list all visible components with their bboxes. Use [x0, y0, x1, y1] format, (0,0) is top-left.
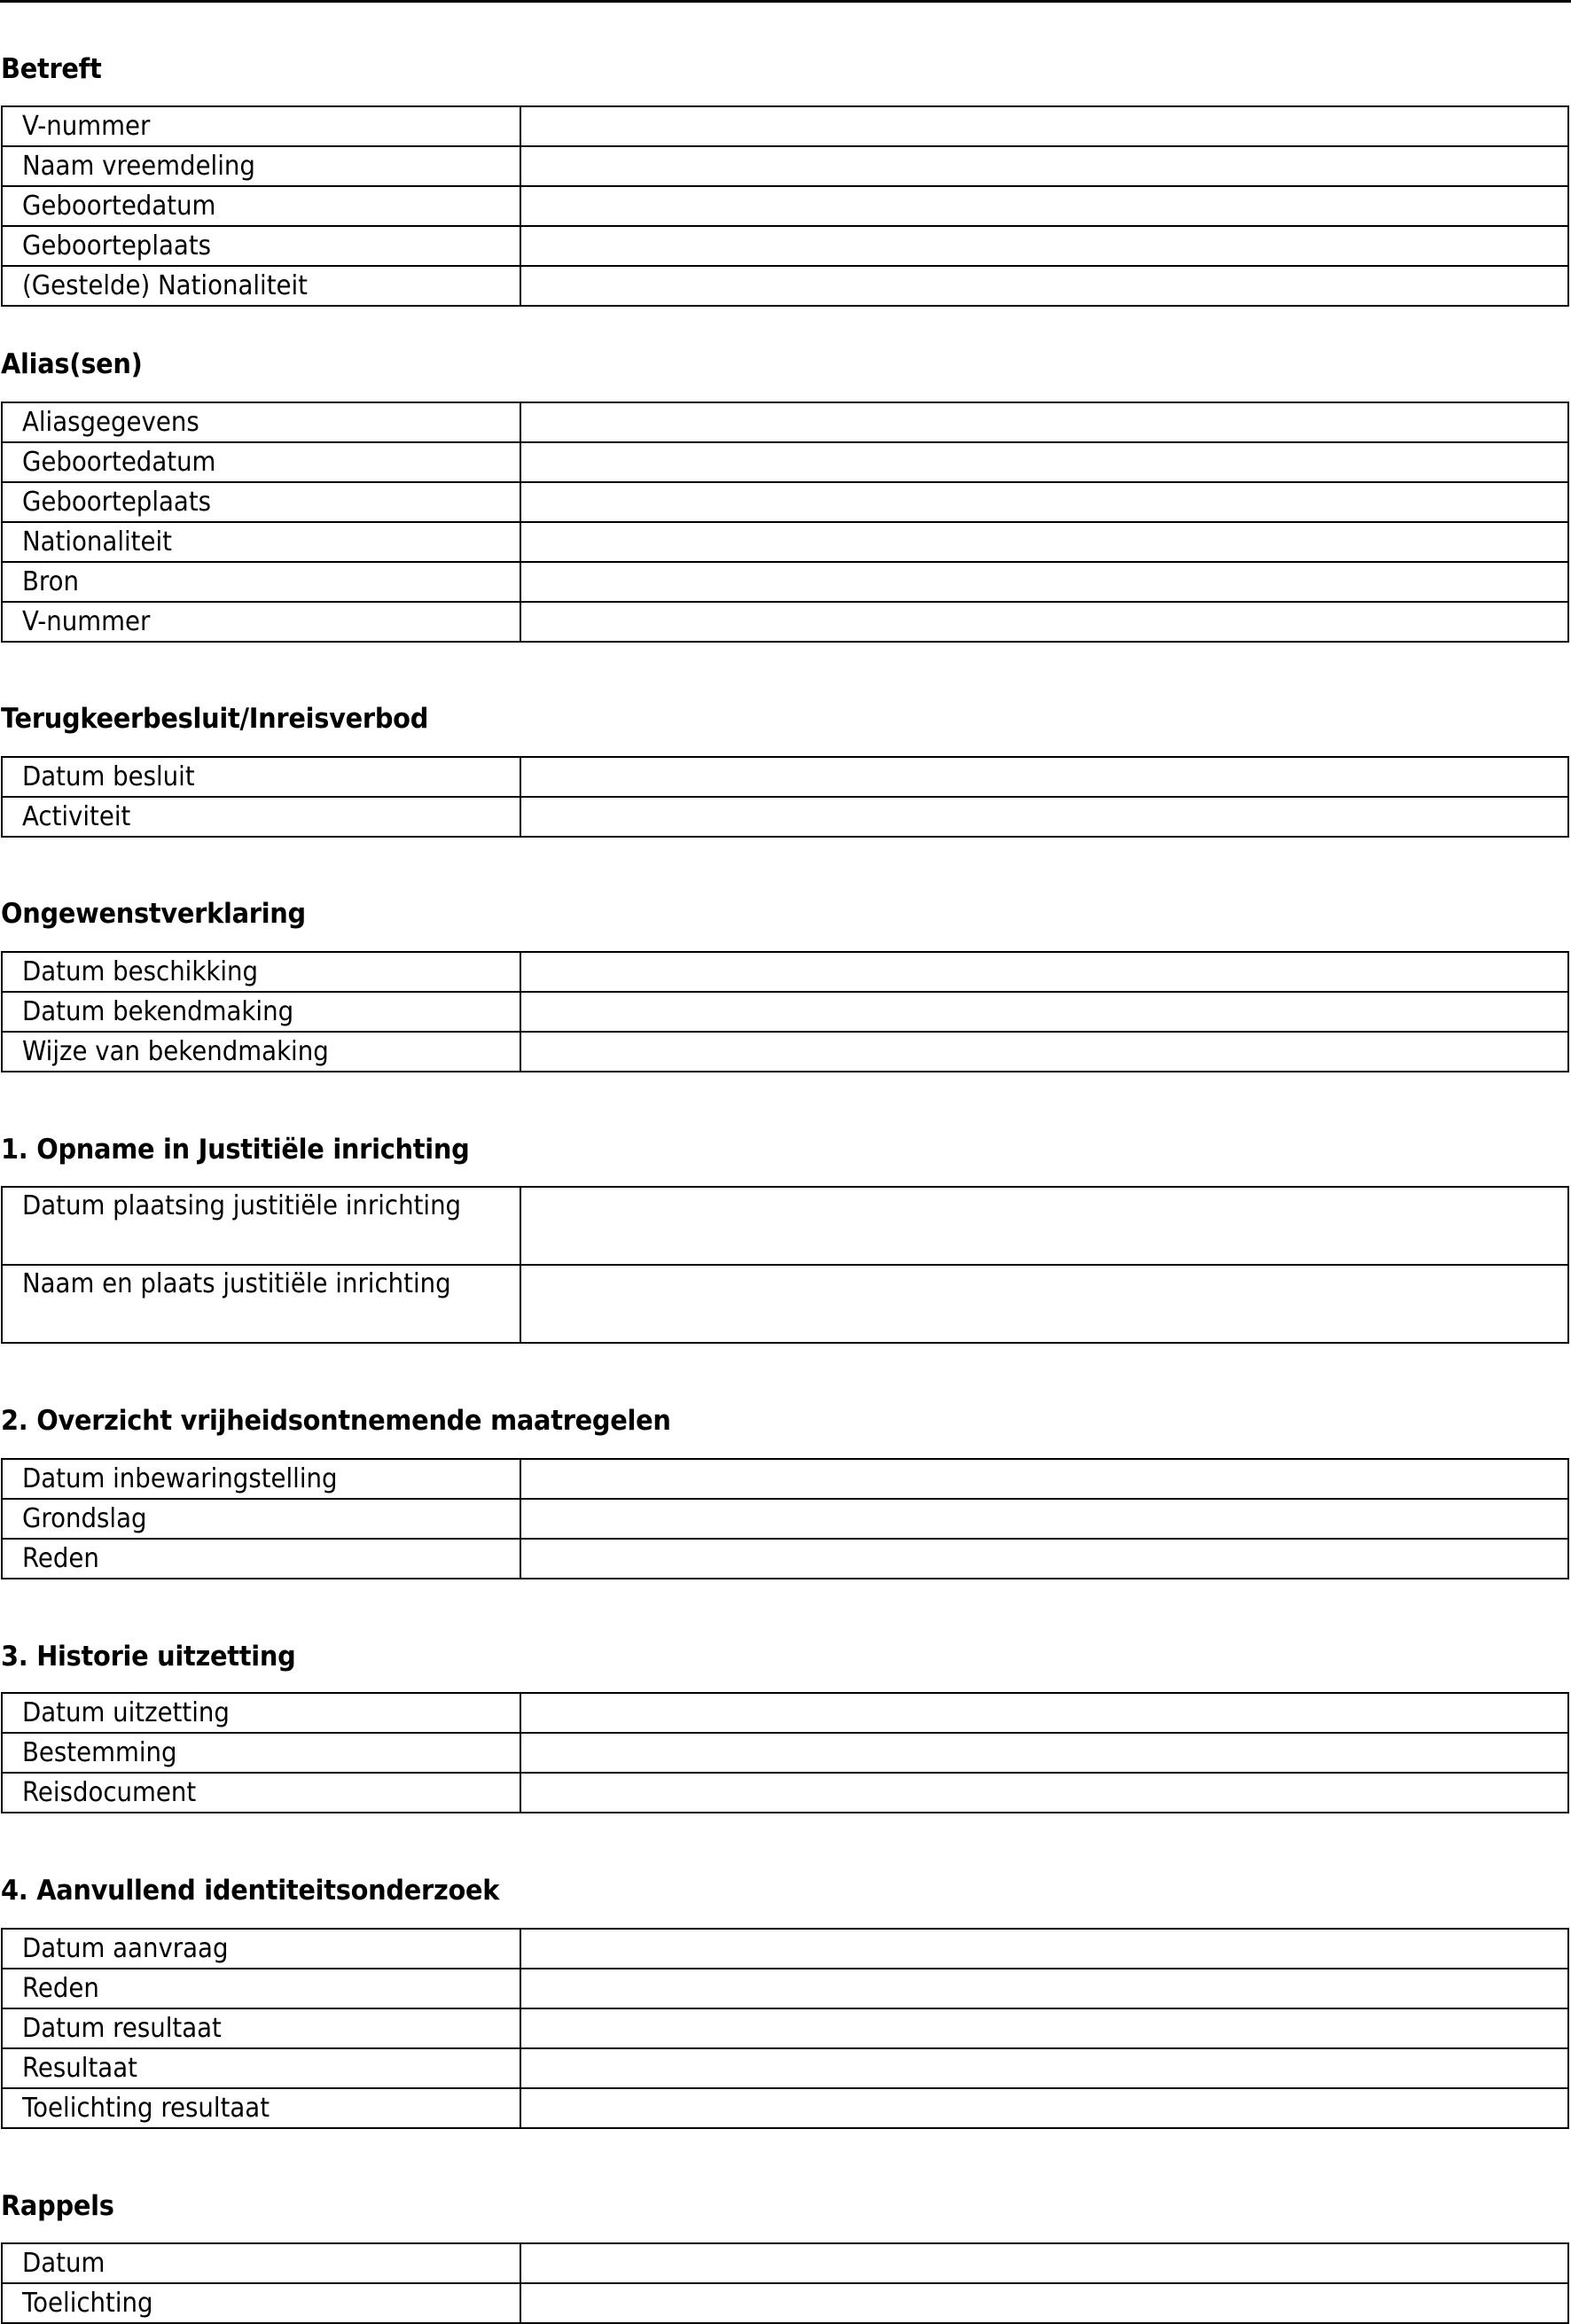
section-heading-betreft: Betreft: [1, 53, 102, 85]
field-label: Geboortedatum: [22, 447, 216, 478]
field-label: Datum aanvraag: [22, 1933, 229, 1964]
field-label-cell: [2, 1499, 520, 1539]
field-value-cell[interactable]: [520, 522, 1568, 562]
field-label: Toelichting: [22, 2288, 153, 2319]
field-label: Naam en plaats justitiële inrichting: [22, 1268, 451, 1299]
field-label-cell: [2, 1539, 520, 1579]
field-label-cell: [2, 2048, 520, 2088]
field-label: Datum: [22, 2248, 106, 2279]
field-value-cell[interactable]: [520, 2243, 1568, 2283]
field-value-cell[interactable]: [520, 2283, 1568, 2323]
field-value-cell[interactable]: [520, 992, 1568, 1032]
table-row: [2, 1929, 1568, 1969]
form-table-alias-sen: [1, 402, 1569, 643]
field-value-cell[interactable]: [520, 442, 1568, 482]
table-row: [2, 1693, 1568, 1733]
field-label: V-nummer: [22, 606, 151, 637]
field-value-cell[interactable]: [520, 797, 1568, 837]
field-label-cell: [2, 482, 520, 522]
field-label-cell: [2, 1773, 520, 1813]
field-label: Wijze van bekendmaking: [22, 1036, 329, 1067]
field-value-cell[interactable]: [520, 1459, 1568, 1499]
table-row: [2, 797, 1568, 837]
table-row: [2, 2048, 1568, 2088]
field-label-cell: [2, 2008, 520, 2048]
field-label: Datum uitzetting: [22, 1697, 230, 1728]
table-row: [2, 402, 1568, 442]
form-table-3-historie-uitzetting: [1, 1692, 1569, 1813]
field-label: Nationaliteit: [22, 526, 172, 558]
field-value-cell[interactable]: [520, 1032, 1568, 1072]
field-label-cell: [2, 522, 520, 562]
table-row: [2, 1187, 1568, 1265]
field-label-cell: [2, 402, 520, 442]
table-row: [2, 952, 1568, 992]
field-value-cell[interactable]: [520, 402, 1568, 442]
field-value-cell[interactable]: [520, 1733, 1568, 1773]
field-label: (Gestelde) Nationaliteit: [22, 270, 308, 301]
field-label: Datum bekendmaking: [22, 996, 294, 1027]
table-row: [2, 1733, 1568, 1773]
field-label-cell: [2, 602, 520, 642]
table-row: [2, 757, 1568, 797]
field-value-cell[interactable]: [520, 1499, 1568, 1539]
field-value-cell[interactable]: [520, 1693, 1568, 1733]
field-label-cell: [2, 952, 520, 992]
field-value-cell[interactable]: [520, 952, 1568, 992]
table-row: [2, 2243, 1568, 2283]
field-label-cell: [2, 226, 520, 266]
form-table-1-opname-in-justiti-le-inrichting: [1, 1186, 1569, 1344]
field-value-cell[interactable]: [520, 146, 1568, 186]
section-heading-rappels: Rappels: [1, 2190, 114, 2222]
table-row: [2, 1539, 1568, 1579]
table-row: [2, 1265, 1568, 1343]
field-value-cell[interactable]: [520, 266, 1568, 306]
field-label: Resultaat: [22, 2053, 137, 2084]
field-value-cell[interactable]: [520, 2008, 1568, 2048]
field-label-cell: [2, 442, 520, 482]
table-row: [2, 2088, 1568, 2128]
section-heading-3-historie-uitzetting: 3. Historie uitzetting: [1, 1641, 296, 1673]
table-row: [2, 186, 1568, 226]
field-value-cell[interactable]: [520, 1929, 1568, 1969]
field-value-cell[interactable]: [520, 186, 1568, 226]
table-row: [2, 562, 1568, 602]
form-table-rappels: [1, 2242, 1569, 2324]
field-label: V-nummer: [22, 111, 151, 142]
field-value-cell[interactable]: [520, 1969, 1568, 2008]
field-label: Geboorteplaats: [22, 230, 212, 261]
table-row: [2, 266, 1568, 306]
table-row: [2, 226, 1568, 266]
field-value-cell[interactable]: [520, 106, 1568, 146]
form-table-terugkeerbesluit-inreisverbod: [1, 756, 1569, 838]
field-label-cell: [2, 2283, 520, 2323]
field-label: Naam vreemdeling: [22, 151, 255, 182]
form-table-2-overzicht-vrijheidsontnemende-maatregelen: [1, 1458, 1569, 1579]
field-label-cell: [2, 1032, 520, 1072]
field-value-cell[interactable]: [520, 2088, 1568, 2128]
field-label-cell: [2, 992, 520, 1032]
section-heading-4-aanvullend-identiteitsonderzoek: 4. Aanvullend identiteitsonderzoek: [1, 1875, 500, 1907]
field-value-cell[interactable]: [520, 482, 1568, 522]
field-label: Datum besluit: [22, 761, 195, 792]
field-label: Toelichting resultaat: [22, 2093, 270, 2124]
field-label-cell: [2, 1969, 520, 2008]
table-row: [2, 442, 1568, 482]
field-label: Datum inbewaringstelling: [22, 1463, 338, 1494]
table-row: [2, 522, 1568, 562]
field-value-cell[interactable]: [520, 1773, 1568, 1813]
table-row: [2, 1969, 1568, 2008]
field-label: Aliasgegevens: [22, 407, 199, 438]
field-label: Activiteit: [22, 801, 131, 832]
field-label-cell: [2, 186, 520, 226]
field-label: Reden: [22, 1543, 99, 1574]
field-label-cell: [2, 2243, 520, 2283]
field-label-cell: [2, 1265, 520, 1343]
field-label: Reisdocument: [22, 1777, 197, 1808]
field-label: Geboortedatum: [22, 191, 216, 222]
field-label: Grondslag: [22, 1503, 147, 1534]
section-heading-ongewenstverklaring: Ongewenstverklaring: [1, 898, 306, 930]
field-label-cell: [2, 1693, 520, 1733]
table-row: [2, 1032, 1568, 1072]
field-label-cell: [2, 266, 520, 306]
table-row: [2, 482, 1568, 522]
table-row: [2, 1459, 1568, 1499]
field-label-cell: [2, 2088, 520, 2128]
field-label: Datum beschikking: [22, 956, 259, 987]
field-label-cell: [2, 1187, 520, 1265]
field-label-cell: [2, 1733, 520, 1773]
field-value-cell[interactable]: [520, 1265, 1568, 1343]
section-heading-terugkeerbesluit-inreisverbod: Terugkeerbesluit/Inreisverbod: [1, 703, 429, 735]
field-value-cell[interactable]: [520, 1539, 1568, 1579]
field-value-cell[interactable]: [520, 757, 1568, 797]
field-label-cell: [2, 797, 520, 837]
field-value-cell[interactable]: [520, 1187, 1568, 1265]
table-row: [2, 2008, 1568, 2048]
table-row: [2, 602, 1568, 642]
section-heading-1-opname-in-justiti-le-inrichting: 1. Opname in Justitiële inrichting: [1, 1134, 470, 1166]
section-heading-alias-sen: Alias(sen): [1, 348, 143, 380]
field-value-cell[interactable]: [520, 2048, 1568, 2088]
field-label: Bestemming: [22, 1737, 177, 1768]
field-label-cell: [2, 1459, 520, 1499]
field-label: Reden: [22, 1973, 99, 2004]
field-value-cell[interactable]: [520, 562, 1568, 602]
form-table-ongewenstverklaring: [1, 951, 1569, 1072]
field-label-cell: [2, 106, 520, 146]
table-row: [2, 2283, 1568, 2323]
table-row: [2, 146, 1568, 186]
table-row: [2, 992, 1568, 1032]
field-label: Datum resultaat: [22, 2013, 222, 2044]
field-label: Geboorteplaats: [22, 487, 212, 518]
field-label-cell: [2, 562, 520, 602]
table-row: [2, 1499, 1568, 1539]
field-value-cell[interactable]: [520, 226, 1568, 266]
top-rule: [0, 0, 1571, 3]
table-row: [2, 106, 1568, 146]
table-row: [2, 1773, 1568, 1813]
field-value-cell[interactable]: [520, 602, 1568, 642]
field-label-cell: [2, 1929, 520, 1969]
field-label-cell: [2, 146, 520, 186]
field-label-cell: [2, 757, 520, 797]
form-table-betreft: [1, 105, 1569, 307]
form-table-4-aanvullend-identiteitsonderzoek: [1, 1928, 1569, 2129]
field-label: Datum plaatsing justitiële inrichting: [22, 1190, 462, 1221]
section-heading-2-overzicht-vrijheidsontnemende-maatregelen: 2. Overzicht vrijheidsontnemende maatregelen: [1, 1405, 671, 1437]
field-label: Bron: [22, 566, 80, 597]
